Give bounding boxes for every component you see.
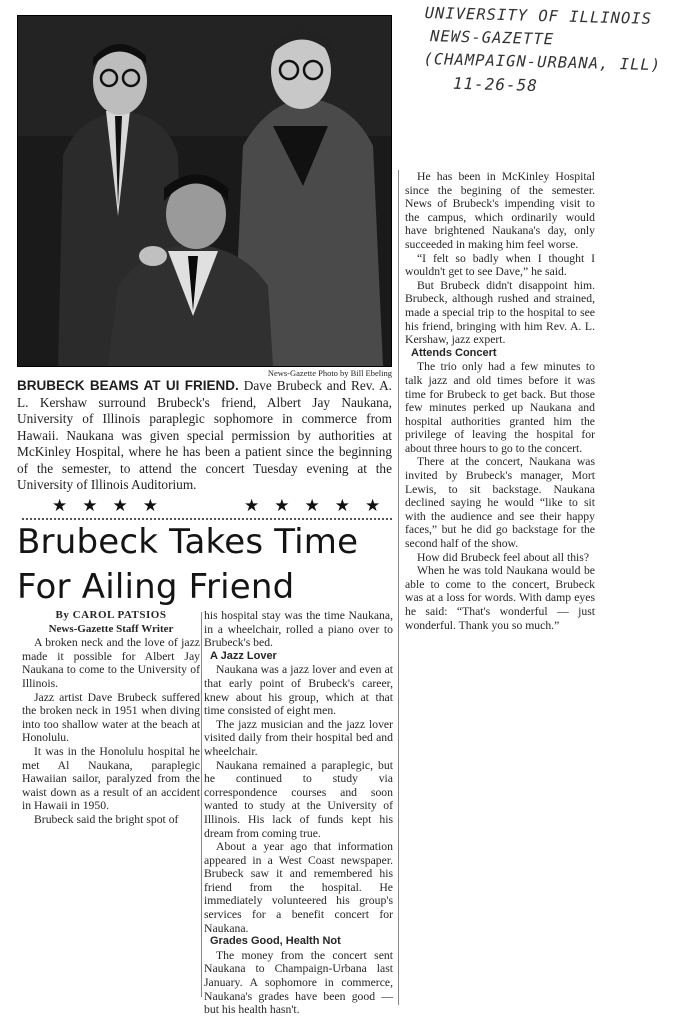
paragraph: his hospital stay was the time Naukana, in a wheelchair, rolled a piano over to Brubeck's bed. xyxy=(204,609,393,650)
star-ornament-right: ★★★★★ xyxy=(244,496,396,516)
paragraph: A broken neck and the love of jazz made it possible for Albert Jay Naukana to come to the University of Illinois. xyxy=(22,636,200,690)
headline-line-2: For Ailing Friend xyxy=(17,567,295,607)
paragraph: There at the concert, Naukana was invited by Brubeck's manager, Mort Lewis, to sit backstage. Naukana declined saying he would “like to sit with the audience and see their happy faces,” but he did go backstage for the second half of the show. xyxy=(405,455,595,551)
handwritten-annotation xyxy=(423,2,700,101)
annotation-line: (CHAMPAIGN-URBANA, ILL) xyxy=(423,49,662,75)
column-divider xyxy=(201,612,202,997)
annotation-date: 11-26-58 xyxy=(452,73,539,95)
caption-body: Dave Brubeck and Rev. A. L. Kershaw surround Brubeck's friend, Albert Jay Naukana, University of Illinois paraplegic sophomore in commerce from Hawaii. Naukana was given special permission by authorities at McKinley Hospital, where he has been a patient since the beginning of the semester, to attend the concert Tuesday evening at the University of Illinois Auditorium. xyxy=(17,378,393,492)
annotation-line: UNIVERSITY OF ILLINOIS xyxy=(424,3,653,28)
subheading-jazz-lover: A Jazz Lover xyxy=(210,649,277,662)
star-ornament-left: ★★★★ xyxy=(52,496,173,516)
caption-lead: BRUBECK BEAMS AT UI FRIEND. xyxy=(17,378,239,393)
article-column-2 xyxy=(204,609,393,1017)
paragraph: About a year ago that information appeared in a West Coast newspaper. Brubeck saw it and remembered his friend from the hospital. He immediately volunteered his group's services for a benefit concert for Naukana. xyxy=(204,840,393,935)
headline xyxy=(17,520,397,610)
byline-title: News-Gazette Staff Writer xyxy=(48,622,174,635)
annotation-line: NEWS-GAZETTE xyxy=(429,27,555,49)
paragraph: “I felt so badly when I thought I wouldn't get to see Dave,” he said. xyxy=(405,251,595,279)
article-column-1 xyxy=(22,609,200,827)
paragraph: The jazz musician and the jazz lover visited daily from their hospital bed and wheelchair. xyxy=(204,717,393,758)
paragraph: The trio only had a few minutes to talk jazz and old times before it was time for Brubeck to get back. But those few minutes perked up Naukana and hospital authorities granted him the privilege of leaving the hospital for about three hours to go to the concert. xyxy=(405,360,595,455)
photo-figures xyxy=(18,16,391,366)
headline-line-1: Brubeck Takes Time xyxy=(17,522,359,562)
paragraph: The money from the concert sent Naukana to Champaign-Urbana last January. A sophomore in commerce, Naukana's grades have been good — but his health hasn't. xyxy=(204,948,393,1017)
byline-author: By CAROL PATSIOS xyxy=(55,609,167,621)
subheading-attends-concert: Attends Concert xyxy=(411,346,497,359)
paragraph: But Brubeck didn't disappoint him. Brubeck, although rushed and strained, made a special trip to the hospital to see his friend, bringing with him Rev. A. L. Kershaw, jazz expert. xyxy=(405,278,595,347)
subheading-grades-health: Grades Good, Health Not xyxy=(210,935,341,948)
paragraph: It was in the Honolulu hospital he met Al Naukana, paraplegic Hawaiian sailor, paralyzed from the waist down as a result of an accident in Hawaii in 1950. xyxy=(22,744,200,813)
paragraph: He has been in McKinley Hospital since the begining of the semester. News of Brubeck's impending visit to the campus, which ordinarily would have brightened Naukana's day, only succeeded in making him feel worse. xyxy=(405,170,595,251)
paragraph: Brubeck said the bright spot of xyxy=(34,812,179,826)
paragraph: When he was told Naukana would be able to come to the concert, Brubeck was at a loss for words. With damp eyes he said: “That's wonderful — just wonderful. Thank you so much.” xyxy=(405,564,595,632)
news-photo xyxy=(17,15,392,367)
paragraph: How did Brubeck feel about all this? xyxy=(417,550,590,564)
photo-credit: News-Gazette Photo by Bill Ebeling xyxy=(267,368,392,378)
paragraph: Naukana remained a paraplegic, but he continued to study via correspondence courses and soon wanted to study at the University of Illinois. His lack of funds kept his dream from coming true. xyxy=(204,758,393,840)
article-column-3 xyxy=(405,170,595,632)
paragraph: Jazz artist Dave Brubeck suffered the broken neck in 1951 when diving into too shallow water at the beach at Honolulu. xyxy=(22,690,200,745)
photo-caption xyxy=(17,378,392,494)
column-divider xyxy=(398,170,399,1005)
paragraph: Naukana was a jazz lover and even at that early point of Brubeck's career, knew about his group, which at that time consisted of eight men. xyxy=(204,663,393,718)
